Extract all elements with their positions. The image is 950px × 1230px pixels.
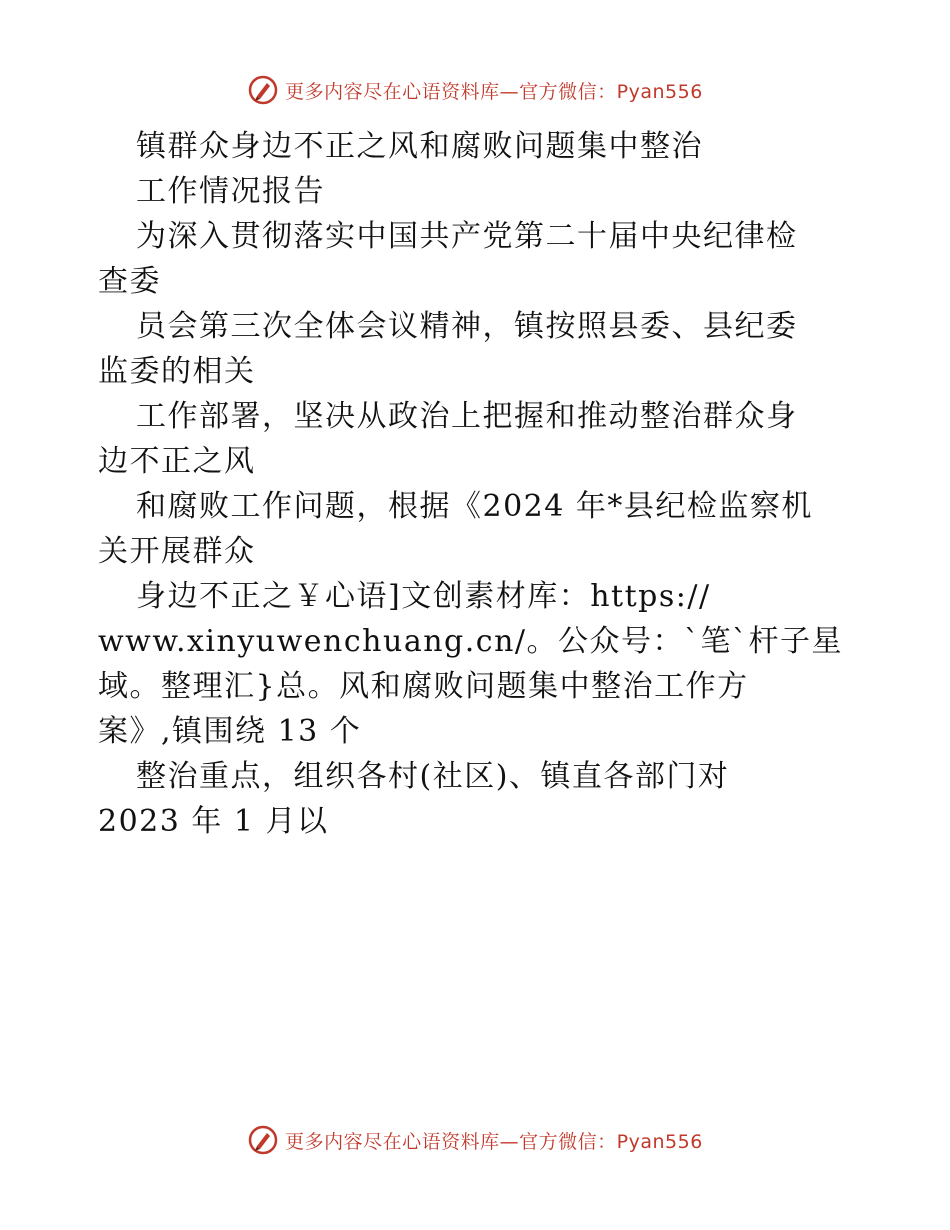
doc-line: 为深入贯彻落实中国共产党第二十届中央纪律检 [136, 219, 798, 254]
doc-line: 和腐败工作问题，根据《2024 年*县纪检监察机 [136, 489, 813, 524]
pen-logo-icon [247, 74, 279, 106]
doc-line: 案》,镇围绕 13 个 [98, 714, 362, 749]
doc-line: 员会第三次全体会议精神，镇按照县委、县纪委 [136, 309, 798, 344]
doc-line: 整治重点，组织各村(社区)、镇直各部门对 [136, 759, 730, 794]
banner-text: 更多内容尽在心语资料库—官方微信：Pyan556 [285, 80, 703, 103]
doc-line: 镇群众身边不正之风和腐败问题集中整治 [136, 129, 703, 164]
doc-line: 2023 年 1 月以 [98, 804, 329, 839]
footer-banner [0, 1120, 950, 1160]
doc-line: 工作情况报告 [136, 174, 325, 209]
doc-line: www.xinyuwenchuang.cn/。公众号：`笔`杆子星 [98, 624, 843, 659]
doc-line: 关开展群众 [98, 534, 256, 569]
banner-account: Pyan556 [616, 80, 703, 103]
banner-account: Pyan556 [616, 1130, 703, 1153]
doc-line: 工作部署，坚决从政治上把握和推动整治群众身 [136, 399, 798, 434]
header-banner [0, 70, 950, 110]
doc-line: 身边不正之￥心语]文创素材库：https:// [136, 579, 711, 614]
doc-line: 监委的相关 [98, 354, 256, 389]
doc-line: 边不正之风 [98, 444, 256, 479]
banner-text: 更多内容尽在心语资料库—官方微信：Pyan556 [285, 1130, 703, 1153]
doc-line: 查委 [98, 264, 161, 299]
pen-logo-icon [247, 1124, 279, 1156]
doc-line: 域。整理汇}总。风和腐败问题集中整治工作方 [98, 669, 749, 704]
document-body [98, 124, 858, 844]
